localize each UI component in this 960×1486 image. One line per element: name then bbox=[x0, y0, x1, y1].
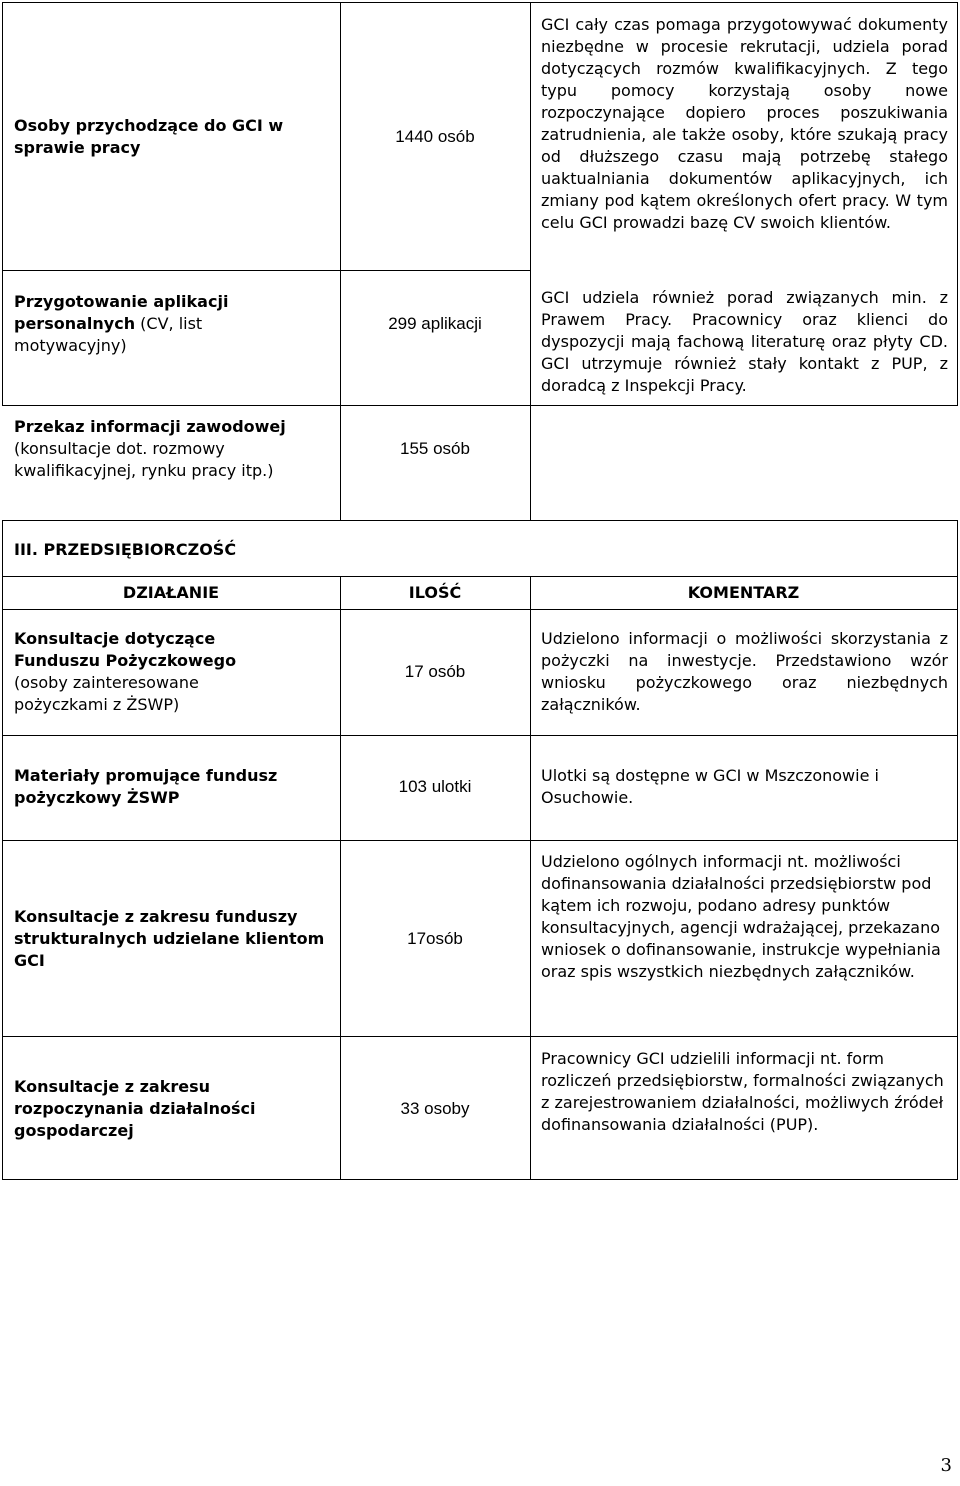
table3-title-separator bbox=[2, 576, 958, 577]
header-quantity: ILOŚĆ bbox=[408, 583, 462, 602]
row3-activity-rest: (konsultacje dot. rozmowy kwalifikacyjnej, rynku pracy itp.) bbox=[14, 439, 274, 480]
table1-divider-2 bbox=[530, 2, 531, 520]
row2-activity-bold: Przygotowanie aplikacji personalnych bbox=[14, 292, 229, 333]
s3-row3-activity: Konsultacje z zakresu funduszy strukturalnych udzielane klientom GCI bbox=[14, 907, 325, 970]
s3-row1-activity-rest: (osoby zainteresowane pożyczkami z ŻSWP) bbox=[14, 673, 199, 714]
row3-activity bbox=[14, 416, 334, 482]
s3-row1-activity bbox=[14, 628, 274, 716]
comment-paragraph-2: GCI udziela również porad związanych min. z Prawem Pracy. Pracownicy oraz klienci do dyspozycji mają fachową literaturę oraz płyty CD. GCI utrzymuje również stały kontakt z PUP, z doradcą z Inspekcji Pracy. bbox=[541, 288, 948, 395]
table3-row-separator-1 bbox=[2, 735, 958, 736]
header-activity: DZIAŁANIE bbox=[122, 583, 220, 602]
s3-row4-quantity: 33 osoby bbox=[400, 1099, 470, 1118]
row3-activity-bold: Przekaz informacji zawodowej bbox=[14, 417, 286, 436]
row2-activity bbox=[14, 291, 274, 357]
table1-row-separator bbox=[2, 270, 530, 271]
section3-title: III. PRZEDSIĘBIORCZOŚĆ bbox=[14, 540, 237, 559]
s3-row3-quantity: 17osób bbox=[407, 929, 463, 948]
table1-right-border bbox=[957, 2, 958, 406]
table3-row-separator-3 bbox=[2, 1036, 958, 1037]
table1-bottom-border bbox=[2, 405, 958, 406]
table3-header-separator bbox=[2, 609, 958, 610]
row2-activity-rest: (CV, list motywacyjny) bbox=[14, 314, 203, 355]
table3-top-border bbox=[2, 520, 958, 521]
table3-bottom-border bbox=[2, 1179, 958, 1180]
s3-row2-quantity: 103 ulotki bbox=[398, 777, 472, 796]
header-comment: KOMENTARZ bbox=[687, 583, 800, 602]
table3-divider-2 bbox=[530, 576, 531, 1180]
s3-row2-activity: Materiały promujące fundusz pożyczkowy ŻSWP bbox=[14, 766, 278, 807]
table3-right-border bbox=[957, 520, 958, 1180]
row2-quantity: 299 aplikacji bbox=[388, 314, 482, 333]
s3-row1-quantity: 17 osób bbox=[404, 662, 466, 681]
s3-row4-activity: Konsultacje z zakresu rozpoczynania działalności gospodarczej bbox=[14, 1077, 256, 1140]
table1-top-border bbox=[2, 2, 958, 3]
row1-quantity: 1440 osób bbox=[395, 127, 475, 146]
page-number: 3 bbox=[940, 1455, 952, 1476]
s3-row1-comment: Udzielono informacji o możliwości skorzystania z pożyczki na inwestycje. Przedstawiono wzór wniosku pożyczkowego oraz niezbędnych załączników. bbox=[541, 629, 948, 714]
comment-paragraph-1: GCI cały czas pomaga przygotowywać dokumenty niezbędne w procesie rekrutacji, udziela porad dotyczących rozmów kwalifikacyjnych. Z tego typu pomocy korzystają osoby nowe rozpoczynające dopiero proces poszukiwania zatrudnienia, ale także osoby, które szukają pracy od dłuższego czasu mają potrzebę stałego uaktualniania dokumentów aplikacyjnych, ich zmiany pod kątem określonych ofert pracy. W tym celu GCI prowadzi bazę CV swoich klientów. bbox=[541, 15, 948, 232]
s3-row4-comment: Pracownicy GCI udzielili informacji nt. form rozliczeń przedsiębiorstw, formalności związanych z zarejestrowaniem działalności, możliwych źródeł dofinansowania działalności (PUP). bbox=[541, 1049, 944, 1134]
table3-left-border bbox=[2, 520, 3, 1180]
s3-row1-activity-bold: Konsultacje dotyczące Funduszu Pożyczkowego bbox=[14, 629, 237, 670]
row3-quantity: 155 osób bbox=[400, 439, 470, 458]
table1-left-border bbox=[2, 2, 3, 406]
row1-activity: Osoby przychodzące do GCI w sprawie pracy bbox=[14, 116, 284, 157]
table3-row-separator-2 bbox=[2, 840, 958, 841]
s3-row3-comment: Udzielono ogólnych informacji nt. możliwości dofinansowania działalności przedsiębiorstw pod kątem ich rozwoju, podano adresy punktów konsultacyjnych, agencji wdrażającej, przekazano wniosek o dofinansowanie, instrukcje wypełniania oraz spis wszystkich niezbędnych załączników. bbox=[541, 852, 941, 981]
s3-row2-comment: Ulotki są dostępne w GCI w Mszczonowie i Osuchowie. bbox=[541, 766, 879, 807]
